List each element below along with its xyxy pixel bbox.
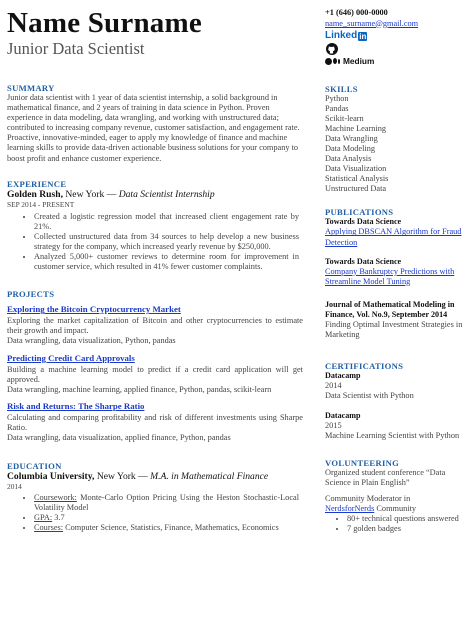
medium-logo-icon (325, 58, 341, 65)
education-year: 2014 (7, 482, 22, 492)
education-degree: M.A. in Mathematical Finance (150, 471, 269, 483)
email-address[interactable]: name_surname@gmail.com (325, 18, 419, 28)
experience-section (7, 179, 303, 273)
linkedin-link[interactable] (325, 30, 470, 42)
education-heading: EDUCATION (7, 461, 62, 472)
experience-entry-header (7, 189, 303, 200)
linkedin-text: Linked (325, 30, 358, 41)
summary-text: Junior data scientist with 1 year of data scientist internship, a solid background in mathematical finance, and 2 years of training in data science in Python. Proven experience in data modeling, data wrangling, and working with unstructured data; contributed to increasing company revenue, customer satisfaction, and engagement rate. Proactive, innovative-minded, eager to apply my knowledge of finance and machine learning skills to provide data-driven actionable business solutions for your company to boost profit and enhance customer experience. (7, 93, 300, 163)
project-tags: Data wrangling, data visualization, Python, pandas (7, 336, 176, 346)
certification-year: 2015 (325, 421, 342, 431)
volunteering-community (325, 504, 470, 514)
volunteering-section (325, 458, 470, 534)
certification-name: Machine Learning Scientist with Python (325, 431, 460, 441)
phone-number: +1 (646) 000-0000 (325, 8, 388, 17)
community-suffix: Community (374, 503, 417, 513)
projects-heading: PROJECTS (7, 289, 55, 300)
coursework-value: Monte-Carlo Option Pricing Using the Heston Stochastic-Local Volatility Model (34, 493, 299, 513)
certification-org: Datacamp (325, 411, 361, 421)
skills-list (325, 94, 470, 195)
courses-value: Computer Science, Statistics, Finance, Mathematics, Economics (63, 523, 279, 533)
experience-bullet: • Analyzed 5,000+ customer reviews to determine room for improvement in customer service, which resulted in 41% fewer customer complaints. (34, 252, 299, 272)
volunteering-conference: Organized student conference “Data Science in Plain English” (325, 468, 446, 488)
project-item (7, 401, 303, 443)
volunteering-bullet: • 80+ technical questions answered (347, 514, 470, 524)
publication-item (325, 217, 470, 247)
education-details (7, 493, 303, 533)
coursework-label: Coursework: (34, 493, 77, 503)
skill-item: Statistical Analysis (325, 174, 389, 184)
project-description: Building a machine learning model to predict if a credit card application will get approved. (7, 364, 303, 384)
summary-section (7, 83, 303, 164)
publications-section (325, 207, 470, 340)
skill-item: Pandas (325, 103, 349, 113)
medium-text: Medium (343, 56, 375, 66)
project-title-link[interactable]: Predicting Credit Card Approvals (7, 352, 135, 363)
left-column (7, 8, 303, 533)
education-entry-header (7, 471, 303, 482)
project-item (7, 304, 303, 346)
skill-item: Data Wrangling (325, 133, 378, 143)
certification-item (325, 411, 470, 441)
project-tags: Data wrangling, machine learning, applied finance, Python, pandas, scikit-learn (7, 384, 272, 394)
right-column (325, 8, 470, 534)
publication-venue: Journal of Mathematical Modeling in Finance, Vol. No.9, September 2014 (325, 299, 455, 319)
education-detail (34, 493, 299, 513)
experience-company: Golden Rush, (7, 188, 63, 200)
experience-heading: EXPERIENCE (7, 178, 67, 189)
gpa-label: GPA: (34, 513, 53, 523)
education-detail (34, 523, 299, 533)
contact-block (325, 8, 470, 67)
certification-item (325, 371, 470, 401)
experience-bullet: • Created a logistic regression model that increased client engagement rate by 21%. (34, 212, 299, 232)
summary-heading: SUMMARY (7, 83, 55, 93)
project-title-link[interactable]: Exploring the Bitcoin Cryptocurrency Market (7, 304, 181, 315)
publication-title-link[interactable]: Applying DBSCAN Algorithm for Fraud Detection (325, 227, 462, 247)
skill-item: Unstructured Data (325, 184, 387, 194)
education-location: New York — (94, 471, 151, 483)
skill-item: Data Visualization (325, 164, 387, 174)
project-tags: Data wrangling, data visualization, applied finance, Python, pandas (7, 432, 231, 442)
skill-item: Data Analysis (325, 154, 372, 164)
project-title-link[interactable]: Risk and Returns: The Sharpe Ratio (7, 400, 145, 411)
project-item (7, 353, 303, 395)
project-description: Calculating and comparing profitability and risk of different investments using Sharpe Ratio. (7, 412, 303, 432)
courses-label: Courses: (34, 523, 64, 533)
education-school: Columbia University, (7, 471, 95, 483)
experience-bullet: • Collected unstructured data from 34 sources to help develop a new business strategy for the company, which increased yearly revenue by $250,000. (34, 232, 299, 252)
volunteering-bullets (325, 514, 470, 534)
candidate-name: Name Surname (7, 7, 202, 39)
volunteering-bullet: • 7 golden badges (347, 524, 470, 534)
publication-title-link[interactable]: Company Bankruptcy Predictions with Streamline Model Tuning (325, 266, 455, 286)
skill-item: Python (325, 93, 349, 103)
experience-role: Data Scientist Internship (118, 188, 215, 200)
email-link[interactable] (325, 19, 470, 30)
certification-name: Data Scientist with Python (325, 391, 414, 401)
volunteering-heading: VOLUNTEERING (325, 458, 400, 469)
medium-link[interactable] (325, 56, 470, 67)
education-detail (34, 513, 299, 523)
skill-item: Data Modeling (325, 143, 376, 153)
publication-item (325, 300, 470, 340)
projects-section (7, 289, 303, 443)
github-icon[interactable] (326, 43, 338, 55)
linkedin-logo[interactable] (325, 30, 367, 42)
publication-venue: Towards Data Science (325, 217, 402, 227)
community-link[interactable]: NerdsforNerds (325, 503, 375, 513)
skills-section (325, 84, 470, 195)
skills-heading: SKILLS (325, 83, 358, 94)
gpa-value: 3.7 (52, 513, 65, 523)
experience-dates: SEP 2014 - PRESENT (7, 199, 75, 209)
certifications-section (325, 361, 470, 441)
publications-heading: PUBLICATIONS (325, 207, 394, 218)
publication-venue: Towards Data Science (325, 256, 402, 266)
volunteering-moderator: Community Moderator in (325, 493, 411, 503)
candidate-title: Junior Data Scientist (7, 39, 145, 58)
skill-item: Scikit-learn (325, 113, 364, 123)
certification-year: 2014 (325, 381, 342, 390)
skill-item: Machine Learning (325, 123, 387, 133)
certification-org: Datacamp (325, 371, 361, 380)
certifications-heading: CERTIFICATIONS (325, 361, 404, 371)
education-section (7, 461, 303, 533)
project-description: Exploring the market capitalization of Bitcoin and other cryptocurrencies to estimate their growth and impact. (7, 316, 303, 336)
publication-title: Finding Optimal Investment Strategies in Marketing (325, 319, 463, 339)
experience-location: New York — (62, 188, 119, 200)
publication-item (325, 257, 470, 287)
linkedin-badge: in (359, 31, 367, 41)
experience-bullets (7, 212, 303, 273)
